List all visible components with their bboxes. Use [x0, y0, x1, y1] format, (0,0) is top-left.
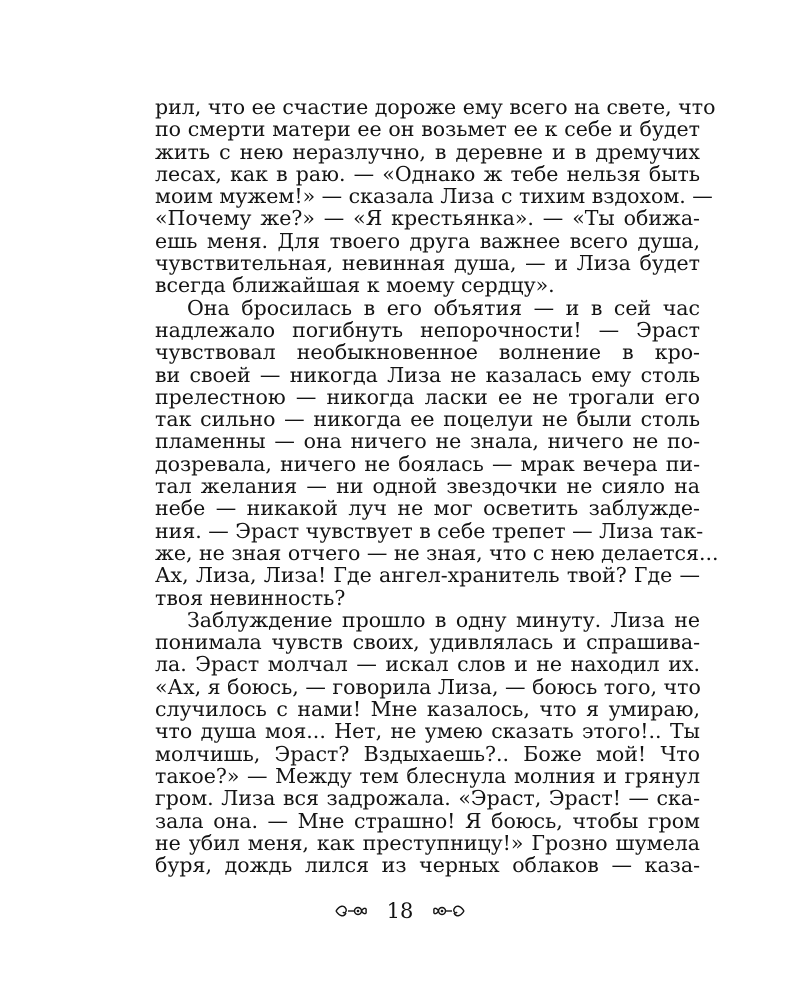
text-line: что душа моя... Нет, не умею сказать этого!.. Ты — [155, 719, 700, 744]
text-line: зала она. — Мне страшно! Я боюсь, чтобы гром — [155, 808, 700, 833]
fleuron-right-icon — [432, 902, 466, 920]
paragraph-first-line: Она бросилась в его объятия — и в сей час — [187, 295, 700, 320]
body-text — [155, 95, 719, 878]
text-line: ви своей — никогда Лиза не казалась ему столь — [155, 362, 700, 387]
text-line: по смерти матери ее он возьмет ее к себе и будет — [155, 117, 700, 142]
text-line: небе — никакой луч не мог осветить заблужде- — [155, 496, 700, 521]
text-line: понимала чувств своих, удивлялась и спрашива- — [155, 630, 700, 655]
text-line: не убил меня, как преступницу!» Грозно шумела — [155, 830, 700, 855]
text-line: твоя невинность? — [155, 585, 346, 610]
text-line: рил, что ее счастие дороже ему всего на свете, что — [155, 95, 716, 119]
text-line: буря, дождь лился из черных облаков — каза- — [155, 853, 700, 878]
text-line: чувствовал необыкновенное волнение в кро- — [155, 340, 700, 365]
page-number: 18 — [386, 898, 414, 923]
text-line: случилось с нами! Мне казалось, что я умираю, — [155, 697, 700, 722]
text-line: надлежало погибнуть непорочности! — Эраст — [155, 317, 700, 342]
text-line: так сильно — никогда ее поцелуи не были столь — [155, 407, 700, 432]
text-line: дозревала, ничего не боялась — мрак вечера пи- — [155, 451, 700, 476]
text-line: молчишь, Эраст? Вздыхаешь?.. Боже мой! Что — [155, 741, 700, 766]
text-line: тал желания — ни одной звездочки не сияло на — [155, 474, 700, 499]
text-line: гром. Лиза вся задрожала. «Эраст, Эраст! — ска- — [155, 786, 700, 811]
text-line: же, не зная отчего — не зная, что с нею делается... — [155, 540, 719, 565]
text-line: ла. Эраст молчал — искал слов и не находил их. — [155, 652, 700, 677]
text-line: пламенны — она ничего не знала, ничего не по- — [155, 429, 700, 454]
text-line: «Почему же?» — «Я крестьянка». — «Ты обижа- — [155, 206, 700, 231]
text-line: жить с нею неразлучно, в деревне и в дремучих — [155, 139, 700, 164]
text-line: Ах, Лиза, Лиза! Где ангел-хранитель твой? Где — — [155, 563, 700, 588]
fleuron-left-icon — [334, 902, 368, 920]
text-line: ния. — Эраст чувствует в себе трепет — Лиза так- — [155, 518, 704, 543]
text-line: такое?» — Между тем блеснула молния и грянул — [155, 763, 700, 788]
text-line: «Ах, я боюсь, — говорила Лиза, — боюсь того, что — [155, 674, 701, 699]
text-line: всегда ближайшая к моему сердцу». — [155, 273, 555, 298]
text-line: чувствительная, невинная душа, — и Лиза будет — [155, 251, 700, 276]
text-line: моим мужем!» — сказала Лиза с тихим вздохом. — — [155, 184, 713, 209]
text-line: ешь меня. Для твоего друга важнее всего душа, — [155, 228, 700, 253]
text-line: прелестною — никогда ласки ее не трогали его — [155, 384, 700, 409]
page-footer — [0, 897, 800, 923]
paragraph-first-line: Заблуждение прошло в одну минуту. Лиза не — [187, 607, 700, 632]
text-line: лесах, как в раю. — «Однако ж тебе нельзя быть — [155, 161, 700, 186]
